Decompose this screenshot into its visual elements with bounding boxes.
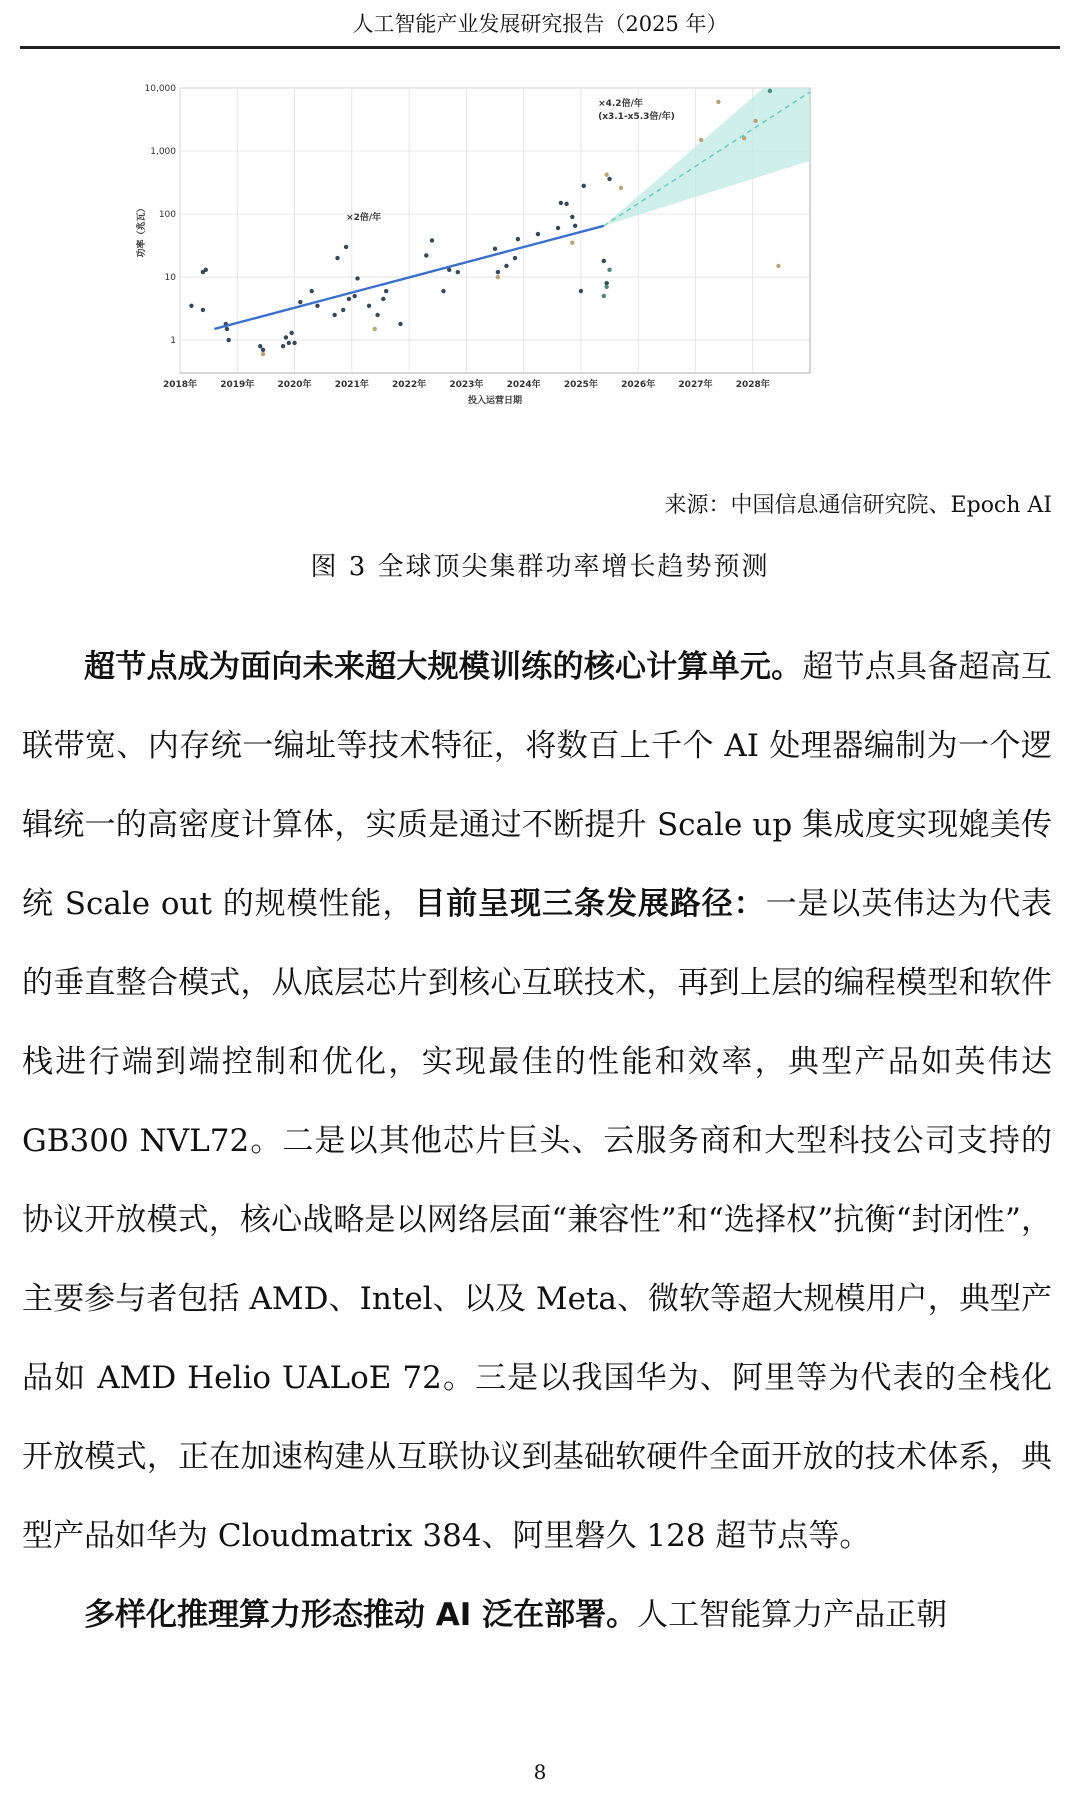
x-tick-label: 2024年	[506, 380, 541, 390]
data-point	[355, 276, 359, 280]
data-point	[375, 313, 379, 317]
data-point	[776, 264, 780, 268]
body-text	[22, 628, 1052, 1655]
data-point	[284, 335, 288, 339]
x-tick-label: 2028年	[735, 380, 770, 390]
data-point	[430, 238, 434, 242]
data-point	[582, 184, 586, 188]
y-tick-label: 1,000	[150, 147, 176, 158]
data-point	[602, 259, 606, 263]
x-tick-label: 2027年	[678, 380, 713, 390]
x-tick-label: 2026年	[621, 380, 656, 390]
data-point	[441, 289, 445, 293]
data-point	[367, 304, 371, 308]
data-point	[570, 241, 574, 245]
data-point	[398, 322, 402, 326]
data-point	[201, 308, 205, 312]
chart-figure	[137, 84, 940, 468]
data-point	[753, 119, 757, 123]
y-tick-label: 10,000	[144, 84, 176, 94]
data-point	[579, 289, 583, 293]
x-tick-label: 2020年	[277, 380, 312, 390]
paragraph-lead-bold: 多样化推理算力形态推动 AI 泛在部署。	[84, 1597, 638, 1633]
data-point	[347, 297, 351, 301]
x-axis-label: 投入运营日期	[467, 396, 523, 406]
data-point	[573, 224, 577, 228]
data-point	[335, 256, 339, 260]
figure-caption: 图 3 全球顶尖集群功率增长趋势预测	[310, 552, 770, 582]
data-point	[716, 100, 720, 104]
data-point	[602, 294, 606, 298]
paragraph-lead-bold: 超节点成为面向未来超大规模训练的核心计算单元。	[84, 649, 803, 685]
paragraph-text: 超节点具备超高互联带宽、内存统一编址等技术特征，将数百上千个 AI 处理器编制为一个逻辑统一的高密度计算体，实质是通过不断提升 Scale up 集成度实现媲美传统 Scale out 的规模性能，	[22, 649, 1053, 922]
data-point	[258, 344, 262, 348]
data-point	[619, 186, 623, 190]
y-tick-label: 100	[158, 210, 176, 221]
data-point	[604, 173, 608, 177]
data-point	[456, 270, 460, 274]
data-point	[281, 344, 285, 348]
data-point	[607, 268, 611, 272]
data-point	[504, 264, 508, 268]
data-point	[315, 304, 319, 308]
x-tick-label: 2025年	[563, 380, 598, 390]
data-point	[768, 89, 772, 93]
data-point	[381, 297, 385, 301]
data-point	[204, 268, 208, 272]
paragraph-text: 一是以英伟达为代表的垂直整合模式，从底层芯片到核心互联技术，再到上层的编程模型和软件栈进行端到端控制和优化，实现最佳的性能和效率，典型产品如英伟达 GB300 NVL72。二是以其他芯片巨头、云服务商和大型科技公司支持的协议开放模式，核心战略是以网络层面“兼容性”和“选择权”抗衡“封闭性”，主要参与者包括 AMD、Intel、以及 Meta、微软等超大规模用户，典型产品如 AMD Helio UALoE 72。三是以我国华为、阿里等为代表的全栈化开放模式，正在加速构建从互联协议到基础软硬件全面开放的技术体系，典型产品如华为 Cloudmatrix 384、阿里磐久 128 超节点等。	[22, 886, 1053, 1554]
data-point	[516, 237, 520, 241]
data-point	[424, 253, 428, 257]
data-point	[604, 285, 608, 289]
data-point	[493, 247, 497, 251]
data-point	[496, 270, 500, 274]
x-tick-label: 2021年	[334, 380, 369, 390]
data-point	[384, 289, 388, 293]
x-tick-label: 2018年	[162, 380, 198, 390]
data-point	[226, 338, 230, 342]
data-point	[513, 256, 517, 260]
header-title: 人工智能产业发展研究报告（2025 年）	[352, 12, 728, 36]
projection-range-annotation: (x3.1-x5.3倍/年)	[598, 112, 675, 123]
data-point	[556, 226, 560, 230]
y-tick-label: 1	[170, 336, 176, 347]
growth-annotation: ×2倍/年	[346, 213, 382, 224]
data-point	[373, 327, 377, 331]
data-point	[298, 300, 302, 304]
x-tick-label: 2022年	[392, 380, 427, 390]
data-point	[607, 177, 611, 181]
projection-band	[604, 48, 810, 226]
data-point	[559, 201, 563, 205]
data-point	[287, 341, 291, 345]
y-axis-label: 功率（兆瓦）	[137, 203, 147, 258]
data-point	[310, 289, 314, 293]
data-point	[332, 313, 336, 317]
data-point	[699, 138, 703, 142]
data-point	[189, 304, 193, 308]
projection-annotation: ×4.2倍/年	[598, 98, 643, 109]
data-point	[344, 245, 348, 249]
data-point	[261, 352, 265, 356]
page-number: 8	[533, 1760, 547, 1784]
x-tick-label: 2023年	[449, 380, 484, 390]
data-point	[225, 327, 229, 331]
data-point	[570, 215, 574, 219]
power-growth-chart	[137, 84, 940, 468]
data-point	[536, 232, 540, 236]
data-point	[341, 308, 345, 312]
data-point	[496, 275, 500, 279]
paragraph-text: 人工智能算力产品正朝	[637, 1597, 948, 1633]
data-point	[292, 341, 296, 345]
paragraph-supernode	[22, 628, 1052, 1576]
data-point	[261, 348, 265, 352]
y-tick-label: 10	[164, 273, 176, 284]
x-tick-label: 2019年	[220, 380, 255, 390]
data-point	[564, 202, 568, 206]
data-point	[289, 331, 293, 335]
paragraph-bold-inline: 目前呈现三条发展路径：	[414, 886, 766, 922]
figure-source: 来源：中国信息通信研究院、Epoch AI	[664, 493, 1052, 518]
data-point	[352, 294, 356, 298]
page-header	[20, 6, 1060, 49]
paragraph-inference	[22, 1576, 1052, 1655]
